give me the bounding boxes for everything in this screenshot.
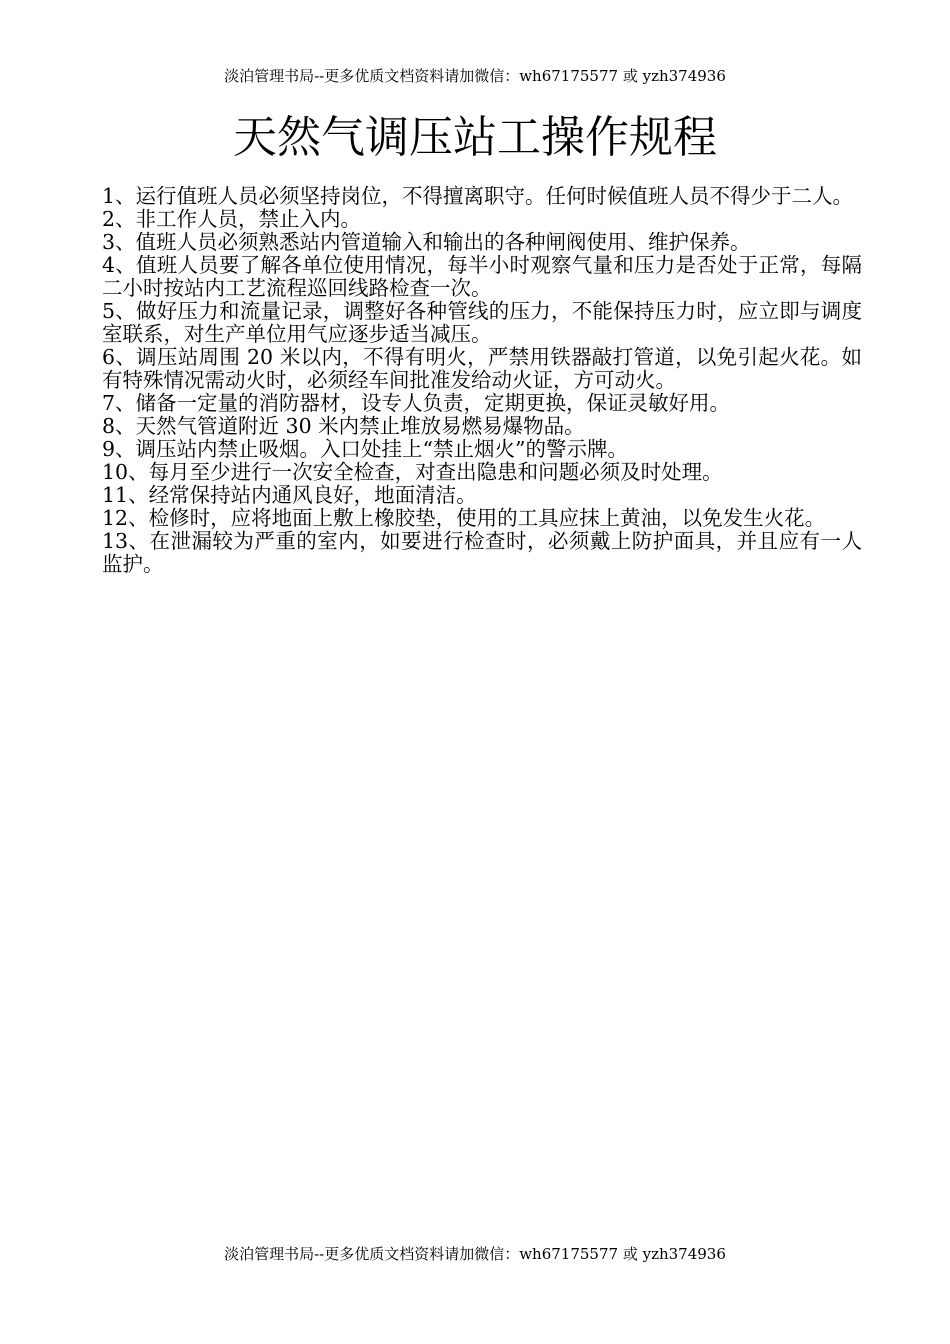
rules-list (102, 185, 862, 576)
rule-item: 10、每月至少进行一次安全检查，对查出隐患和问题必须及时处理。 (102, 460, 723, 484)
rule-item: 13、在泄漏较为严重的室内，如要进行检查时，必须戴上防护面具，并且应有一人监护。 (102, 529, 862, 576)
rule-item: 7、储备一定量的消防器材，设专人负责，定期更换，保证灵敏好用。 (102, 391, 731, 415)
rule-item: 12、检修时，应将地面上敷上橡胶垫，使用的工具应抹上黄油，以免发生火花。 (102, 506, 826, 530)
rule-item: 5、做好压力和流量记录，调整好各种管线的压力，不能保持压力时，应立即与调度室联系，对生产单位用气应逐步适当减压。 (102, 299, 862, 346)
footer-note: 淡泊管理书局--更多优质文档资料请加微信：wh67175577 或 yzh374936 (224, 1245, 726, 1263)
rule-item: 2、非工作人员，禁止入内。 (102, 207, 362, 231)
rule-item: 4、值班人员要了解各单位使用情况，每半小时观察气量和压力是否处于正常，每隔二小时按站内工艺流程巡回线路检查一次。 (102, 253, 862, 300)
rule-item: 3、值班人员必须熟悉站内管道输入和输出的各种闸阀使用、维护保养。 (102, 230, 751, 254)
rule-item: 11、经常保持站内通风良好，地面清洁。 (102, 483, 477, 507)
rule-item: 1、运行值班人员必须坚持岗位，不得擅离职守。任何时候值班人员不得少于二人。 (102, 184, 854, 208)
rule-item: 8、天然气管道附近 30 米内禁止堆放易燃易爆物品。 (102, 414, 585, 438)
header-note: 淡泊管理书局--更多优质文档资料请加微信：wh67175577 或 yzh374936 (224, 67, 726, 85)
rule-item: 6、调压站周围 20 米以内，不得有明火，严禁用铁器敲打管道，以免引起火花。如有特殊情况需动火时，必须经车间批准发给动火证，方可动火。 (102, 345, 862, 392)
document-title: 天然气调压站工操作规程 (233, 112, 717, 163)
rule-item: 9、调压站内禁止吸烟。入口处挂上“禁止烟火”的警示牌。 (102, 437, 629, 461)
